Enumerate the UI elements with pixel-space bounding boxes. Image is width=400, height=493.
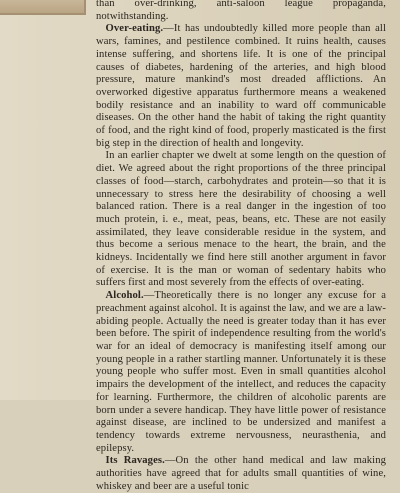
- body-text: [96, 0, 386, 493]
- intro-tail: than over-drinking, anti-saloon league propaganda, notwithstanding.: [96, 0, 386, 22]
- paragraph-text: —It has undoubtedly killed more people than all wars, famines, and pestilence combined. It ruins health, causes intense suffering, and shortens life. It is one of the principal causes of diabetes, hardening of the arteries, and high blood pressure, mature mankind's most dreaded afflictions. An overworked digestive apparatus furthermore means a weakened bodily resistance and an inability to ward off communicable diseases. On the other hand the habit of taking the right quantity of food, and the right kind of food, properly masticated is the first big step in the direction of health and longevity.: [96, 23, 386, 149]
- paragraph-diet: [96, 150, 386, 290]
- paragraph-alcohol: [96, 290, 386, 455]
- section-heading-over-eating: Over-eating.: [105, 23, 164, 35]
- paragraph-text: —On the other hand medical and law making authorities have agreed that for adults small quantities of wine, whiskey and beer are a useful tonic: [96, 455, 386, 492]
- paragraph-ravages: [96, 455, 386, 493]
- section-heading-ravages: Its Ravages.: [105, 455, 165, 467]
- paragraph-over-eating: [96, 23, 386, 150]
- paragraph-text: In an earlier chapter we dwelt at some length on the question of diet. We agreed about the right proportions of the three principal classes of food—starch, carbohydrates and protein—so that it is unnecessary to stress here the desirability of choosing a well balanced ration. There is a real danger in the ingestion of too much protein, i. e., meat, peas, beans, etc. These are not easily assimilated, they leave considerable residue in the system, and thus become a serious menace to the heart, the brain, and the kidneys. Incidentally we find here still another argument in favor of exercise. It is the man or woman of sedentary habits who suffers first and most severely from the effects of over-eating.: [96, 150, 386, 289]
- section-heading-alcohol: Alcohol.: [105, 290, 144, 302]
- page-tab: [0, 0, 86, 15]
- paragraph-text: —Theoretically there is no longer any excuse for a preachment against alcohol. It is against the law, and we are a law-abiding people. Actually the need is greater today than it has ever been before. The spirit of independence resulting from the world's war for an ideal of democracy is manifesting itself among our young people in a rather startling manner. Unfortunately it is these young people who suffer most. Even in small quantities alcohol impairs the development of the intellect, and reduces the capacity for learning. Furthermore, the children of alcoholic parents are born under a severe handicap. They have little power of resistance against disease, are inclined to be undersized and manifest a tendency towards extreme nervousness, neurasthenia, and epilepsy.: [96, 290, 386, 454]
